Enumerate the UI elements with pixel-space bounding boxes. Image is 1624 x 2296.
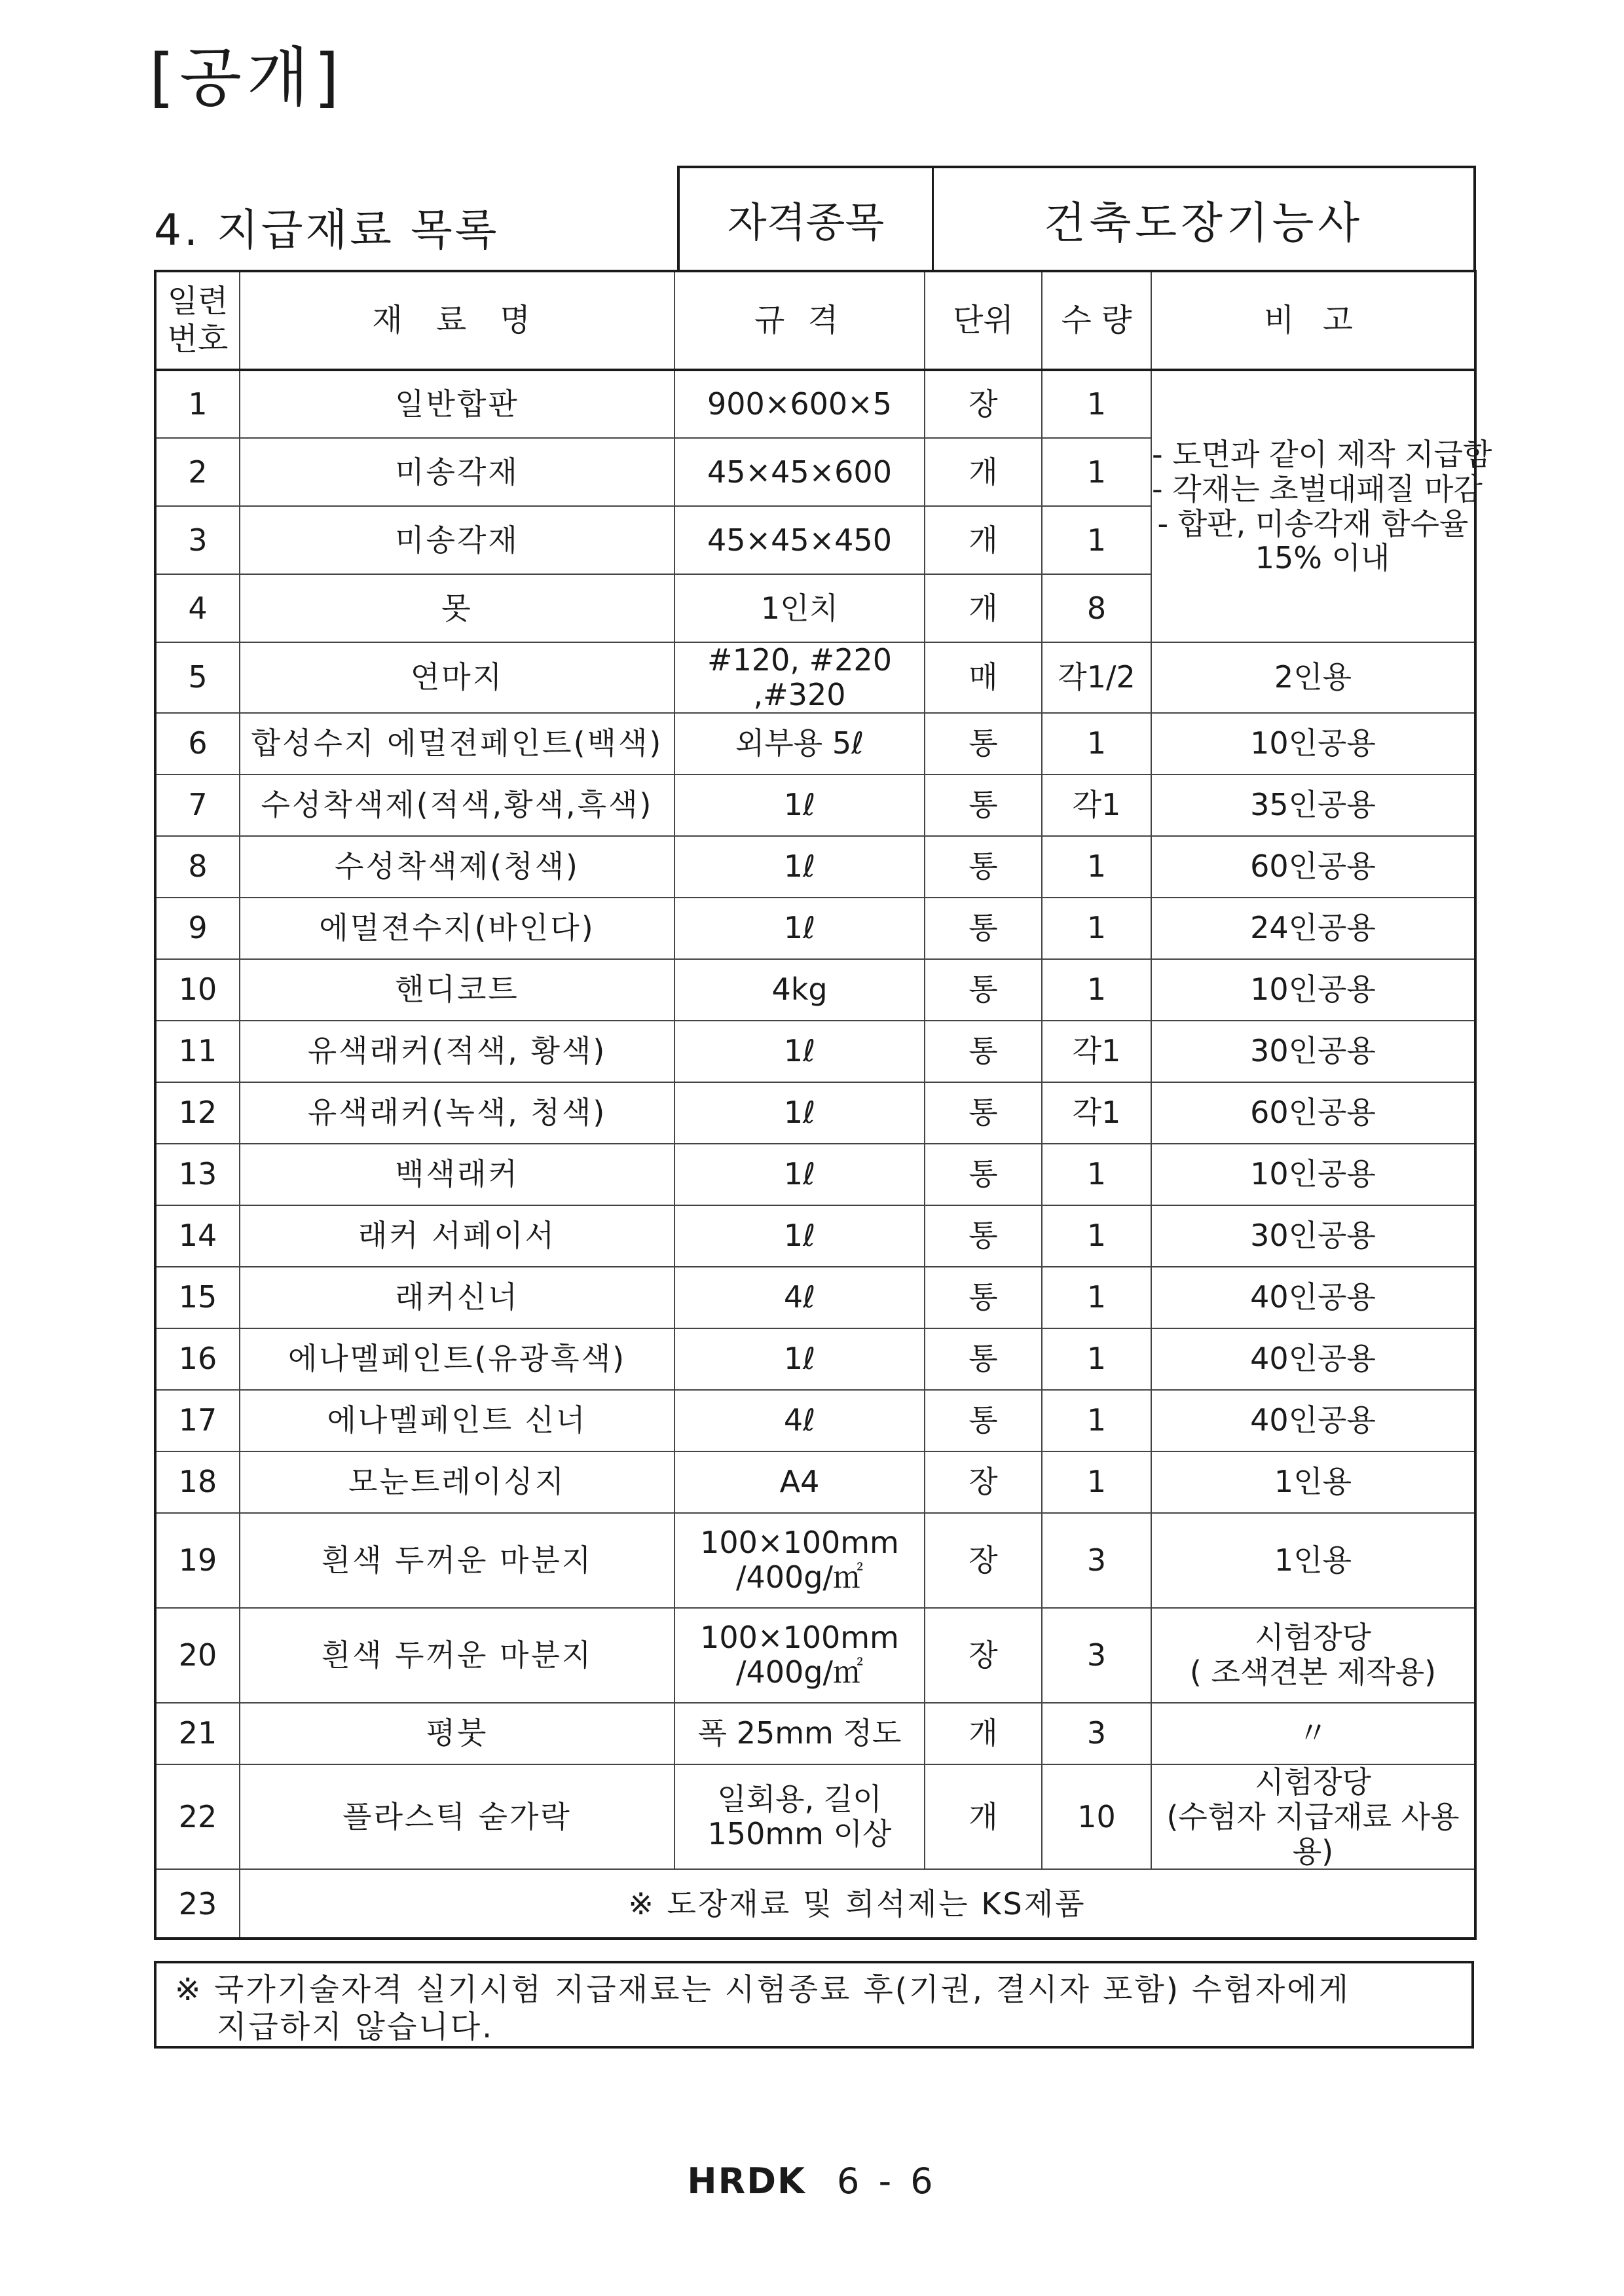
page-number: 6 - 6 (837, 2160, 937, 2202)
row-serial-no: 23 (155, 1869, 240, 1939)
row-material-name: 흰색 두꺼운 마분지 (240, 1513, 674, 1608)
row-material-name: 에나멜페인트 신너 (240, 1390, 674, 1451)
row-quantity: 각1 (1042, 1082, 1151, 1144)
row-quantity: 1 (1042, 959, 1151, 1021)
row-quantity: 1 (1042, 506, 1151, 574)
row-quantity: 1 (1042, 713, 1151, 774)
row-serial-no: 18 (155, 1451, 240, 1513)
row-remark: 35인공용 (1151, 774, 1475, 836)
row-spec: 1ℓ (674, 774, 925, 836)
table-row (155, 1328, 1475, 1390)
table-row (155, 1267, 1475, 1328)
row-remark: 60인공용 (1151, 836, 1475, 898)
row-unit: 개 (925, 1703, 1042, 1764)
row-quantity: 10 (1042, 1764, 1151, 1870)
row-unit: 통 (925, 1144, 1042, 1205)
header-remark: 비 고 (1151, 271, 1475, 370)
merged-remark-line: - 각재는 초벌대패질 마감 (1152, 471, 1483, 507)
row-serial-no: 9 (155, 898, 240, 959)
row-serial-no: 8 (155, 836, 240, 898)
row-quantity: 1 (1042, 1451, 1151, 1513)
table-row (155, 1451, 1475, 1513)
row-material-name: 핸디코트 (240, 959, 674, 1021)
row-remark: 30인공용 (1151, 1205, 1475, 1267)
row-unit: 개 (925, 506, 1042, 574)
row-remark: 2인용 (1151, 642, 1475, 713)
row-material-name: 수성착색제(청색) (240, 836, 674, 898)
row-material-name: 유색래커(적색, 황색) (240, 1021, 674, 1082)
notice-box (154, 1961, 1474, 2049)
qualification-label: 자격종목 (680, 168, 934, 270)
row-unit: 개 (925, 1764, 1042, 1870)
row-quantity: 1 (1042, 1144, 1151, 1205)
table-header-row (155, 271, 1475, 370)
row-remark: 40인공용 (1151, 1267, 1475, 1328)
row-quantity: 1 (1042, 370, 1151, 438)
table-row (155, 774, 1475, 836)
row-material-name: 연마지 (240, 642, 674, 713)
table-row (155, 1764, 1475, 1870)
row-material-name: 미송각재 (240, 438, 674, 506)
row-quantity: 1 (1042, 1205, 1151, 1267)
row-quantity: 3 (1042, 1513, 1151, 1608)
row-serial-no: 4 (155, 574, 240, 642)
row-spec: 1ℓ (674, 1328, 925, 1390)
table-row (155, 713, 1475, 774)
row-unit: 매 (925, 642, 1042, 713)
row-remark: 시험장당 (수험자 지급재료 사용용) (1151, 1764, 1475, 1870)
row-quantity: 각1 (1042, 774, 1151, 836)
row-serial-no: 5 (155, 642, 240, 713)
table-row (155, 1608, 1475, 1703)
row-serial-no: 14 (155, 1205, 240, 1267)
row-spec: 1ℓ (674, 898, 925, 959)
row-remark: 24인공용 (1151, 898, 1475, 959)
row-unit: 통 (925, 1267, 1042, 1328)
header-spec: 규 격 (674, 271, 925, 370)
materials-table (154, 270, 1492, 1940)
row-serial-no: 10 (155, 959, 240, 1021)
row-quantity: 1 (1042, 1267, 1151, 1328)
row-unit: 통 (925, 713, 1042, 774)
row-unit: 통 (925, 836, 1042, 898)
hrdk-logo: HRDK (687, 2160, 806, 2202)
row-unit: 장 (925, 1513, 1042, 1608)
table-row (155, 1390, 1475, 1451)
row-material-name: 못 (240, 574, 674, 642)
row-quantity: 8 (1042, 574, 1151, 642)
row-unit: 개 (925, 574, 1042, 642)
row-quantity: 1 (1042, 1390, 1151, 1451)
row-unit: 통 (925, 1328, 1042, 1390)
row-material-name: 유색래커(녹색, 청색) (240, 1082, 674, 1144)
row-material-name: 일반합판 (240, 370, 674, 438)
row-quantity: 각1/2 (1042, 642, 1151, 713)
table-row (155, 1513, 1475, 1608)
row-serial-no: 22 (155, 1764, 240, 1870)
merged-remark-line: - 합판, 미송각재 함수율 (1157, 505, 1469, 541)
row-remark: 30인공용 (1151, 1021, 1475, 1082)
row-quantity: 1 (1042, 438, 1151, 506)
row-spec: 1ℓ (674, 1205, 925, 1267)
notice-line-1 (175, 1971, 1458, 2009)
row-remark: 40인공용 (1151, 1328, 1475, 1390)
header-serial-no: 일련 번호 (155, 271, 240, 370)
row-serial-no: 12 (155, 1082, 240, 1144)
table-row (155, 1205, 1475, 1267)
row-quantity: 1 (1042, 898, 1151, 959)
row-serial-no: 2 (155, 438, 240, 506)
table-row (155, 1144, 1475, 1205)
row-spec: A4 (674, 1451, 925, 1513)
row-serial-no: 21 (155, 1703, 240, 1764)
row-spec: #120, #220 ,#320 (674, 642, 925, 713)
table-row (155, 370, 1475, 438)
disclosure-stamp: [공개] (149, 41, 344, 115)
row-serial-no: 11 (155, 1021, 240, 1082)
table-row (155, 1082, 1475, 1144)
row-unit: 통 (925, 1021, 1042, 1082)
row-spec: 100×100mm /400g/㎡ (674, 1608, 925, 1703)
row-unit: 장 (925, 1451, 1042, 1513)
row-unit: 통 (925, 959, 1042, 1021)
header-material-name: 재 료 명 (240, 271, 674, 370)
header-unit: 단위 (925, 271, 1042, 370)
table-row (155, 898, 1475, 959)
row-spec: 외부용 5ℓ (674, 713, 925, 774)
row-serial-no: 17 (155, 1390, 240, 1451)
row-material-name: 백색래커 (240, 1144, 674, 1205)
row-remark: 1인용 (1151, 1513, 1475, 1608)
row-material-name: 에나멜페인트(유광흑색) (240, 1328, 674, 1390)
row-spec: 45×45×450 (674, 506, 925, 574)
row-serial-no: 7 (155, 774, 240, 836)
row-quantity: 3 (1042, 1703, 1151, 1764)
table-row (155, 1869, 1475, 1939)
row-serial-no: 19 (155, 1513, 240, 1608)
row-serial-no: 20 (155, 1608, 240, 1703)
row-serial-no: 15 (155, 1267, 240, 1328)
row-unit: 통 (925, 1082, 1042, 1144)
header-quantity: 수 량 (1042, 271, 1151, 370)
row-spec: 900×600×5 (674, 370, 925, 438)
section-title: 4. 지급재료 목록 (154, 205, 500, 255)
row-serial-no: 6 (155, 713, 240, 774)
table-row (155, 959, 1475, 1021)
row-material-name: 에멀젼수지(바인다) (240, 898, 674, 959)
notice-text-1: 국가기술자격 실기시험 지급재료는 시험종료 후(기권, 결시자 포함) 수험자에게 (214, 1972, 1351, 2008)
row-material-name: 합성수지 에멀젼페인트(백색) (240, 713, 674, 774)
row-spec: 4ℓ (674, 1267, 925, 1328)
table-row (155, 836, 1475, 898)
row-spec: 1ℓ (674, 1021, 925, 1082)
row-note-ks: ※ 도장재료 및 희석제는 KS제품 (240, 1869, 1475, 1939)
row-remark: 1인용 (1151, 1451, 1475, 1513)
row-material-name: 수성착색제(적색,황색,흑색) (240, 774, 674, 836)
merged-remark-cell (1151, 370, 1492, 642)
table-row (155, 1703, 1475, 1764)
row-spec: 100×100mm /400g/㎡ (674, 1513, 925, 1608)
qualification-value: 건축도장기능사 (1043, 198, 1364, 248)
row-serial-no: 16 (155, 1328, 240, 1390)
notice-symbol: ※ (175, 1972, 203, 2008)
row-remark: 40인공용 (1151, 1390, 1475, 1451)
row-material-name: 미송각재 (240, 506, 674, 574)
row-serial-no: 13 (155, 1144, 240, 1205)
row-spec: 4kg (674, 959, 925, 1021)
row-spec: 1ℓ (674, 1082, 925, 1144)
row-remark: 60인공용 (1151, 1082, 1475, 1144)
row-spec: 1ℓ (674, 836, 925, 898)
document-header (154, 166, 1474, 271)
row-spec: 4ℓ (674, 1390, 925, 1451)
row-unit: 통 (925, 774, 1042, 836)
row-spec: 1인치 (674, 574, 925, 642)
qualification-box (677, 166, 1476, 272)
row-remark: 〃 (1151, 1703, 1475, 1764)
row-unit: 장 (925, 1608, 1042, 1703)
row-remark: 10인공용 (1151, 713, 1475, 774)
row-serial-no: 3 (155, 506, 240, 574)
merged-remark-line: 15% 이내 (1236, 540, 1390, 576)
row-remark: 10인공용 (1151, 959, 1475, 1021)
row-material-name: 래커신너 (240, 1267, 674, 1328)
row-spec: 일회용, 길이 150mm 이상 (674, 1764, 925, 1870)
row-serial-no: 1 (155, 370, 240, 438)
notice-text-2: 지급하지 않습니다. (217, 2009, 494, 2046)
row-spec: 1ℓ (674, 1144, 925, 1205)
row-quantity: 1 (1042, 836, 1151, 898)
table-row (155, 642, 1475, 713)
page-footer (0, 2160, 1624, 2202)
row-unit: 통 (925, 1390, 1042, 1451)
table-row (155, 1021, 1475, 1082)
row-unit: 개 (925, 438, 1042, 506)
row-material-name: 래커 서페이서 (240, 1205, 674, 1267)
row-remark: 10인공용 (1151, 1144, 1475, 1205)
row-material-name: 평붓 (240, 1703, 674, 1764)
row-unit: 통 (925, 898, 1042, 959)
row-unit: 장 (925, 370, 1042, 438)
row-spec: 45×45×600 (674, 438, 925, 506)
row-quantity: 각1 (1042, 1021, 1151, 1082)
row-unit: 통 (925, 1205, 1042, 1267)
row-quantity: 3 (1042, 1608, 1151, 1703)
row-material-name: 모눈트레이싱지 (240, 1451, 674, 1513)
merged-remark-line: - 도면과 같이 제작 지급함 (1152, 436, 1492, 472)
row-material-name: 플라스틱 숟가락 (240, 1764, 674, 1870)
row-quantity: 1 (1042, 1328, 1151, 1390)
table-body (155, 370, 1492, 1939)
row-remark: 시험장당 ( 조색견본 제작용) (1151, 1608, 1475, 1703)
row-material-name: 흰색 두꺼운 마분지 (240, 1608, 674, 1703)
row-spec: 폭 25mm 정도 (674, 1703, 925, 1764)
